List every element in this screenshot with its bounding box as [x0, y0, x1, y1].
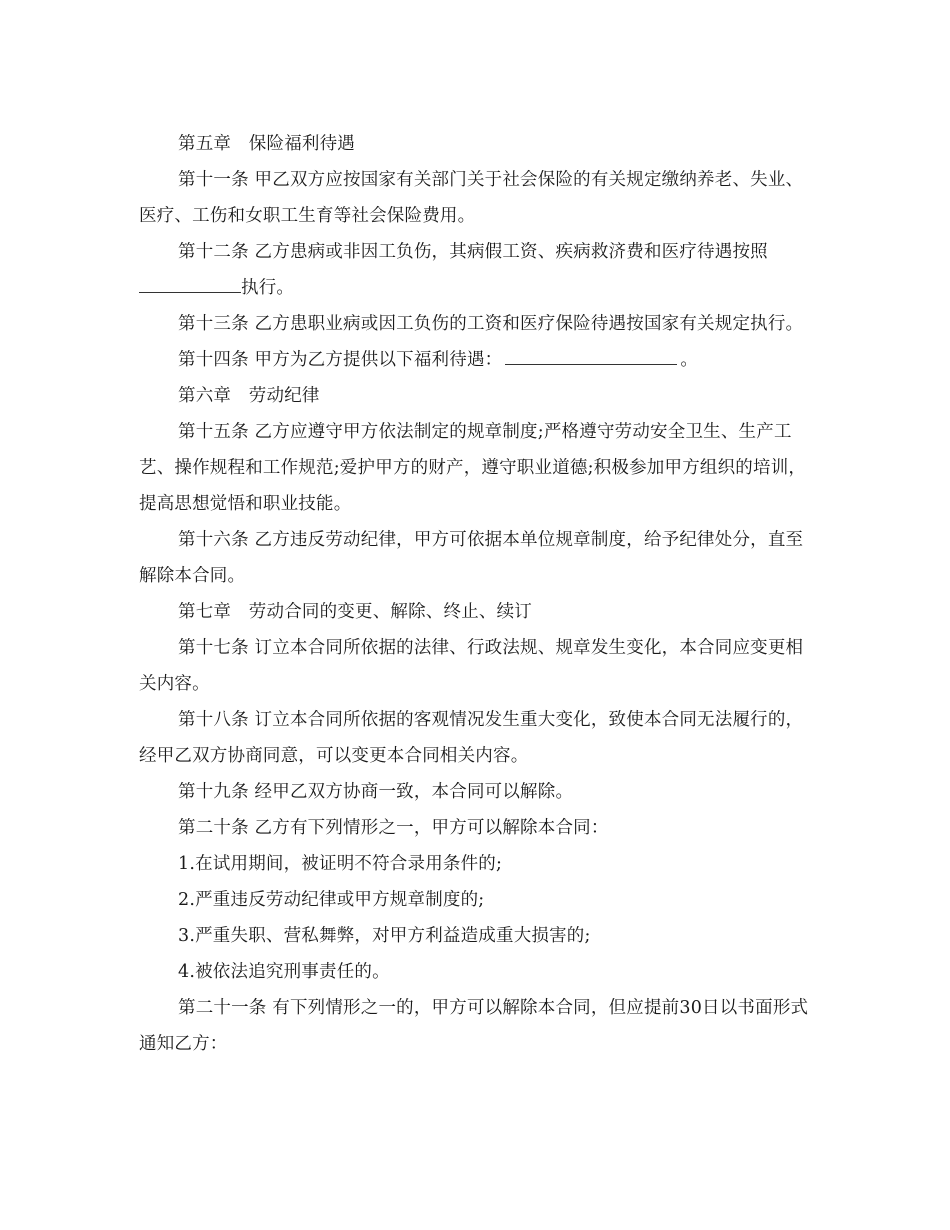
- article-15: 第十五条 乙方应遵守甲方依法制定的规章制度;严格遵守劳动安全卫生、生产工艺、操作规程和工作规范;爱护甲方的财产，遵守职业道德;积极参加甲方组织的培训，提高思想觉悟和职业技能。: [139, 422, 807, 514]
- chapter-5-heading: 第五章 保险福利待遇: [178, 134, 355, 154]
- article-20: 第二十条 乙方有下列情形之一，甲方可以解除本合同：: [178, 818, 609, 838]
- chapter-6-heading: 第六章 劳动纪律: [178, 386, 320, 406]
- fill-in-blank: [139, 274, 241, 293]
- article-21: 第二十一条 有下列情形之一的，甲方可以解除本合同，但应提前30日以书面形式通知乙方：: [139, 998, 809, 1054]
- fill-in-blank: [505, 346, 677, 365]
- article-14: [139, 342, 815, 378]
- article-20-item-1: 1.在试用期间，被证明不符合录用条件的;: [178, 854, 503, 874]
- article-12: [139, 234, 815, 306]
- article-16: 第十六条 乙方违反劳动纪律，甲方可依据本单位规章制度，给予纪律处分，直至解除本合同。: [139, 530, 804, 586]
- article-12-text: 第十二条 乙方患病或非因工负伤，其病假工资、疾病救济费和医疗待遇按照: [178, 242, 768, 262]
- chapter-7-heading: 第七章 劳动合同的变更、解除、终止、续订: [178, 602, 532, 622]
- article-20-item-2: 2.严重违反劳动纪律或甲方规章制度的;: [178, 890, 485, 910]
- article-18: 第十八条 订立本合同所依据的客观情况发生重大变化，致使本合同无法履行的，经甲乙双方协商同意，可以变更本合同相关内容。: [139, 710, 804, 766]
- article-11: 第十一条 甲乙双方应按国家有关部门关于社会保险的有关规定缴纳养老、失业、医疗、工伤和女职工生育等社会保险费用。: [139, 170, 804, 226]
- article-14-text: 第十四条 甲方为乙方提供以下福利待遇：: [178, 350, 503, 370]
- article-20-item-4: 4.被依法追究刑事责任的。: [178, 962, 390, 982]
- article-13: 第十三条 乙方患职业病或因工负伤的工资和医疗保险待遇按国家有关规定执行。: [178, 314, 804, 334]
- article-14-text-end: 。: [680, 350, 699, 370]
- article-20-item-3: 3.严重失职、营私舞弊，对甲方利益造成重大损害的;: [178, 926, 591, 946]
- article-19: 第十九条 经甲乙双方协商一致，本合同可以解除。: [178, 782, 574, 802]
- article-12-text-end: 执行。: [241, 278, 295, 298]
- article-17: 第十七条 订立本合同所依据的法律、行政法规、规章发生变化，本合同应变更相关内容。: [139, 638, 804, 694]
- document-body: [139, 126, 815, 1062]
